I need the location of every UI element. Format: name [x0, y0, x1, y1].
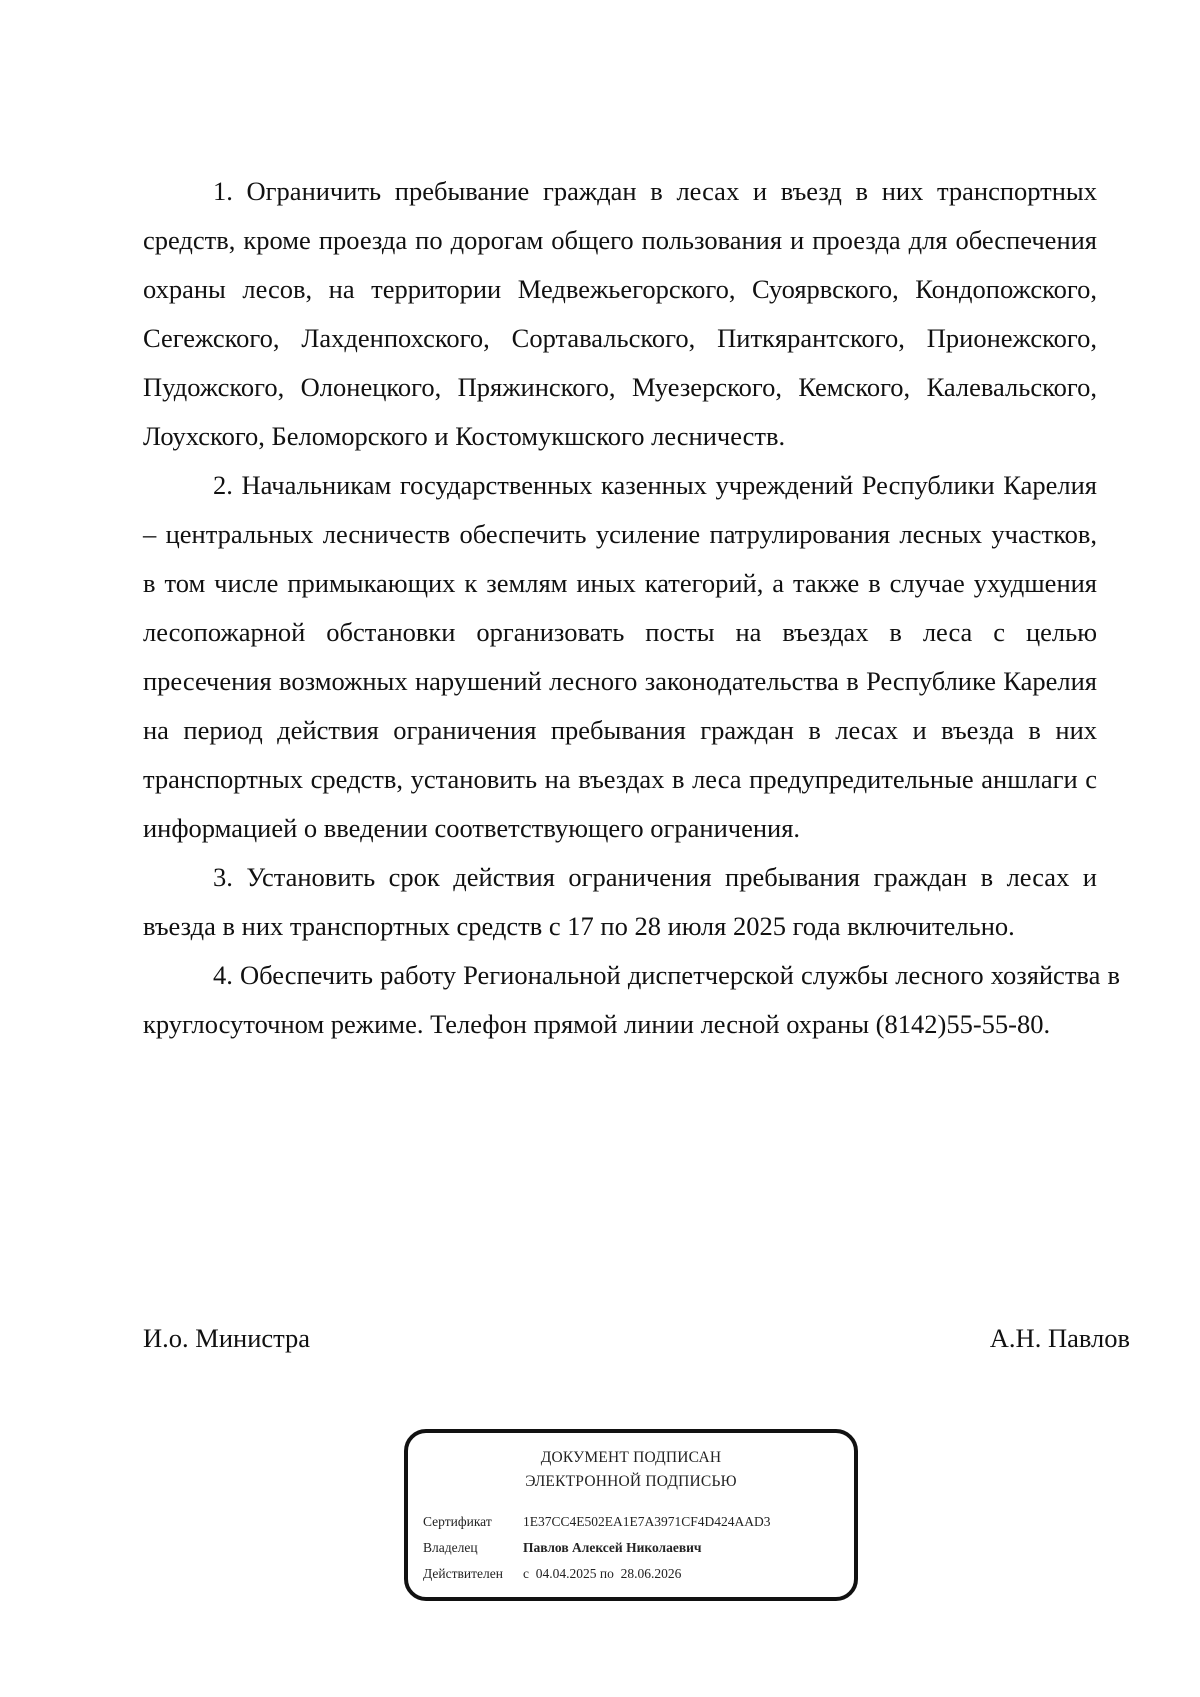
certificate-value: 1E37CC4E502EA1E7A3971CF4D424AAD3	[523, 1514, 771, 1529]
paragraph-1: 1. Ограничить пребывание граждан в лесах и въезд в них транспортных средств, кроме проезда по дорогам общего пользования и проезда для обеспечения охраны лесов, на территории Медвежьегорского, Суоярвского, Кондопожского, Сегежского, Лахденпохского, Сортавальского, Питкярантского, Прионежского, Пудожского, Олонецкого, Пряжинского, Муезерского, Кемского, Калевальского, Лоухского, Беломорского и Костомукшского лесничеств.	[143, 176, 1097, 451]
validity-label: Действителен	[423, 1566, 503, 1581]
owner-label: Владелец	[423, 1540, 478, 1555]
stamp-validity-row	[423, 1565, 681, 1583]
paragraph-3: 3. Установить срок действия ограничения пребывания граждан в лесах и въезда в них транспортных средств с 17 по 28 июля 2025 года включительно.	[143, 862, 1097, 941]
signatory-position: И.о. Министра	[143, 1323, 311, 1353]
signatory-name: А.Н. Павлов	[989, 1323, 1130, 1353]
paragraph-4: 4. Обеспечить работу Региональной диспетчерской службы лесного хозяйства в круглосуточном режиме. Телефон прямой линии лесной охраны (8142)55-55-80.	[143, 960, 1120, 1039]
stamp-heading	[408, 1446, 854, 1494]
stamp-heading-line-2: ЭЛЕКТРОННОЙ ПОДПИСЬЮ	[525, 1473, 737, 1490]
owner-value: Павлов Алексей Николаевич	[523, 1540, 702, 1555]
validity-value: с 04.04.2025 по 28.06.2026	[523, 1566, 682, 1581]
stamp-certificate-row	[423, 1513, 771, 1531]
stamp-owner-row	[423, 1539, 702, 1557]
electronic-signature-stamp	[404, 1429, 858, 1601]
paragraph-2: 2. Начальникам государственных казенных учреждений Республики Карелия – центральных лесничеств обеспечить усиление патрулирования лесных участков, в том числе примыкающих к землям иных категорий, а также в случае ухудшения лесопожарной обстановки организовать посты на въездах в леса с целью пресечения возможных нарушений лесного законодательства в Республике Карелия на период действия ограничения пребывания граждан в лесах и въезда в них транспортных средств, установить на въездах в леса предупредительные аншлаги с информацией о введении соответствующего ограничения.	[143, 470, 1097, 843]
signature-block	[143, 1321, 1130, 1355]
document-body	[143, 167, 1120, 1049]
certificate-label: Сертификат	[423, 1514, 492, 1529]
stamp-heading-line-1: ДОКУМЕНТ ПОДПИСАН	[540, 1449, 722, 1466]
